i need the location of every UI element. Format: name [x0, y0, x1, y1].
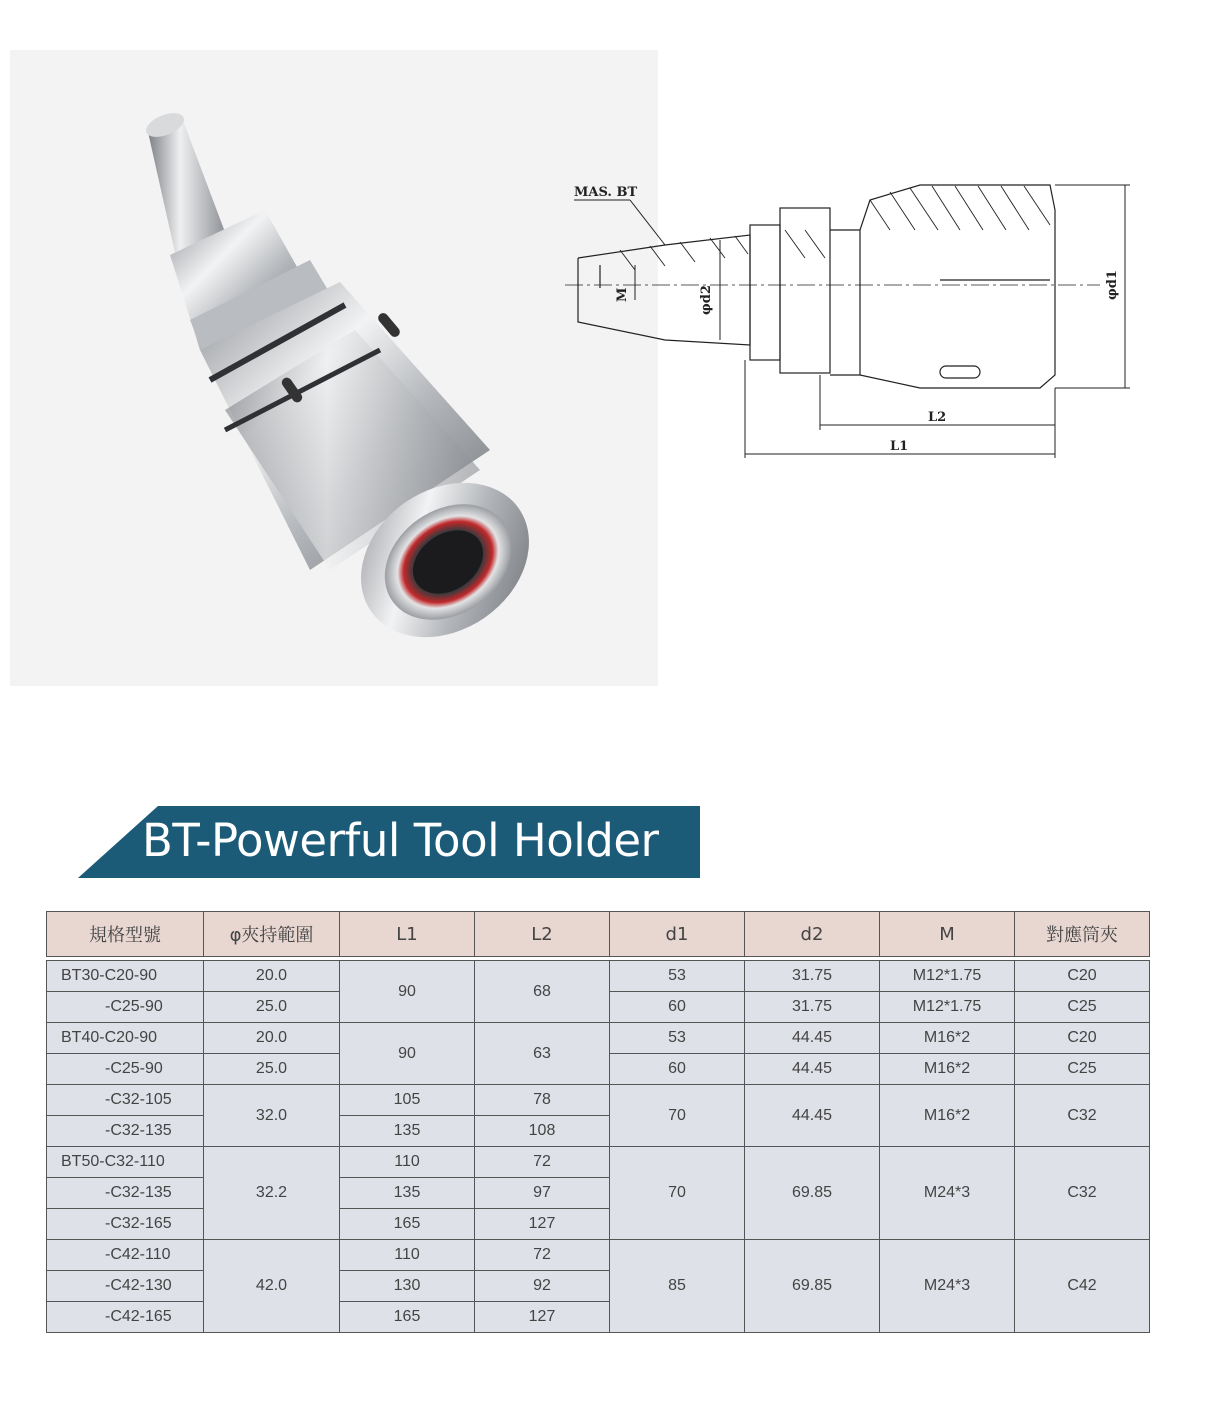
cell-m: M24*3 [880, 1240, 1015, 1333]
cell-l2: 72 [475, 1147, 610, 1178]
cell-d1: 85 [610, 1240, 745, 1333]
cell-collet: C32 [1015, 1147, 1150, 1240]
cell-d1: 70 [610, 1085, 745, 1147]
header-d1: d1 [610, 912, 745, 957]
cell-m: M16*2 [880, 1023, 1015, 1054]
cell-d1: 60 [610, 992, 745, 1023]
table-row [47, 1147, 1150, 1178]
cell-range: 32.0 [204, 1085, 340, 1147]
cell-model: BT40-C20-90 [47, 1023, 204, 1054]
cell-model: -C32-135 [47, 1178, 204, 1209]
page-title: BT-Powerful Tool Holder [142, 814, 659, 867]
header-l2: L2 [475, 912, 610, 957]
cell-model: -C42-110 [47, 1240, 204, 1271]
cell-range: 25.0 [204, 992, 340, 1023]
label-m: M [615, 287, 630, 302]
cell-m: M12*1.75 [880, 992, 1015, 1023]
technical-drawing [560, 170, 1160, 470]
cell-model: -C25-90 [47, 992, 204, 1023]
table-row [47, 1240, 1150, 1271]
label-l2: L2 [928, 410, 947, 425]
label-d2: φd2 [699, 285, 714, 315]
cell-l2: 72 [475, 1240, 610, 1271]
cell-l2: 63 [475, 1023, 610, 1085]
cell-collet: C25 [1015, 992, 1150, 1023]
dimension-diagram [560, 170, 1160, 470]
table-row [47, 1023, 1150, 1054]
label-mas-bt: MAS. BT [574, 185, 638, 200]
cell-d2: 31.75 [745, 992, 880, 1023]
cell-d2: 44.45 [745, 1023, 880, 1054]
cell-l2: 68 [475, 961, 610, 1023]
cell-l2: 92 [475, 1271, 610, 1302]
cell-model: -C32-105 [47, 1085, 204, 1116]
cell-d1: 70 [610, 1147, 745, 1240]
cell-m: M16*2 [880, 1085, 1015, 1147]
cell-d2: 69.85 [745, 1240, 880, 1333]
cell-d2: 44.45 [745, 1085, 880, 1147]
cell-l2: 97 [475, 1178, 610, 1209]
header-range: φ夾持範圍 [204, 912, 340, 957]
table-row [47, 1085, 1150, 1116]
cell-l1: 130 [340, 1271, 475, 1302]
cell-m: M16*2 [880, 1054, 1015, 1085]
cell-d2: 69.85 [745, 1147, 880, 1240]
cell-l1: 165 [340, 1209, 475, 1240]
cell-l2: 108 [475, 1116, 610, 1147]
cell-collet: C20 [1015, 961, 1150, 992]
table-header-row [47, 912, 1150, 957]
cell-l1: 135 [340, 1178, 475, 1209]
header-d2: d2 [745, 912, 880, 957]
cell-d1: 60 [610, 1054, 745, 1085]
cell-l1: 165 [340, 1302, 475, 1333]
cell-d2: 31.75 [745, 961, 880, 992]
cell-l2: 127 [475, 1302, 610, 1333]
cell-l2: 127 [475, 1209, 610, 1240]
cell-l1: 110 [340, 1240, 475, 1271]
cell-l1: 105 [340, 1085, 475, 1116]
spec-table [46, 911, 1150, 1333]
cell-d2: 44.45 [745, 1054, 880, 1085]
cell-model: -C32-165 [47, 1209, 204, 1240]
table-row [47, 961, 1150, 992]
cell-collet: C20 [1015, 1023, 1150, 1054]
header-m: M [880, 912, 1015, 957]
cell-l2: 78 [475, 1085, 610, 1116]
cell-l1: 110 [340, 1147, 475, 1178]
cell-range: 25.0 [204, 1054, 340, 1085]
header-collet: 對應筒夾 [1015, 912, 1150, 957]
cell-d1: 53 [610, 1023, 745, 1054]
label-d1: φd1 [1105, 270, 1120, 300]
cell-l1: 90 [340, 961, 475, 1023]
cell-collet: C42 [1015, 1240, 1150, 1333]
cell-model: BT50-C32-110 [47, 1147, 204, 1178]
cell-model: -C42-130 [47, 1271, 204, 1302]
cell-l1: 90 [340, 1023, 475, 1085]
cell-d1: 53 [610, 961, 745, 992]
cell-range: 42.0 [204, 1240, 340, 1333]
cell-model: BT30-C20-90 [47, 961, 204, 992]
cell-model: -C25-90 [47, 1054, 204, 1085]
cell-model: -C42-165 [47, 1302, 204, 1333]
cell-range: 20.0 [204, 961, 340, 992]
cell-model: -C32-135 [47, 1116, 204, 1147]
cell-m: M24*3 [880, 1147, 1015, 1240]
header-l1: L1 [340, 912, 475, 957]
cell-collet: C25 [1015, 1054, 1150, 1085]
cell-collet: C32 [1015, 1085, 1150, 1147]
cell-m: M12*1.75 [880, 961, 1015, 992]
header-model: 規格型號 [47, 912, 204, 957]
cell-l1: 135 [340, 1116, 475, 1147]
label-l1: L1 [890, 439, 909, 454]
cell-range: 32.2 [204, 1147, 340, 1240]
cell-range: 20.0 [204, 1023, 340, 1054]
